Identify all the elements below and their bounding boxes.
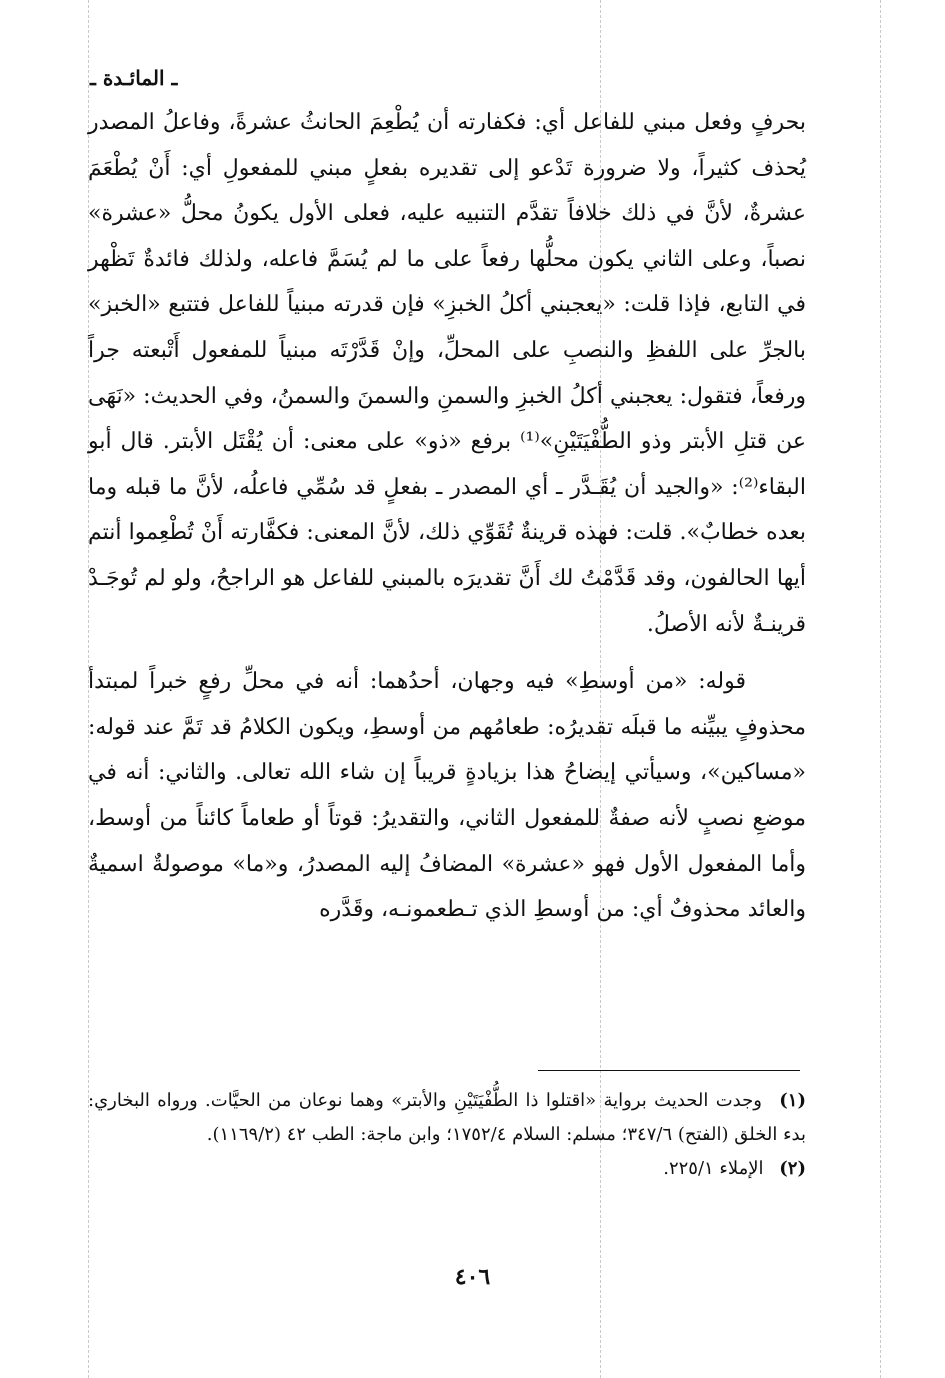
paragraph-2: قوله: «من أوسطِ» فيه وجهان، أحدُهما: أنه في محلِّ رفعٍ خبراً لمبتدأ محذوفٍ يبيِّنه ما قبلَه تقديرُه: طعامُهم من أوسطِ، ويكون الكلامُ قد تَمَّ عند قوله: «مساكين»، وسيأتي إيضاحُ هذا بزيادةٍ قريباً إن شاء الله تعالى. والثاني: أنه في موضعِ نصبٍ لأنه صفةٌ للمفعول الثاني، والتقديرُ: قوتاً أو طعاماً كائناً من أوسط، وأما المفعول الأول فهو «عشرة» المضافُ إليه المصدرُ، و«ما» موصولةٌ اسميةٌ والعائد محذوفٌ أي: من أوسطِ الذي تـطعمونـه، وقَدَّره bbox=[88, 669, 806, 923]
running-header: ـ المائـدة ـ bbox=[90, 66, 178, 90]
main-text bbox=[88, 100, 806, 933]
footnote-separator bbox=[538, 1070, 800, 1071]
footnotes bbox=[88, 1084, 806, 1186]
footnote-number: (١) bbox=[779, 1090, 806, 1111]
page-number: ٤٠٦ bbox=[454, 1264, 491, 1290]
footnote-text: وجدت الحديث برواية «اقتلوا ذا الطُّفْيَتَيْنِ والأبتر» وهما نوعان من الحيَّات. ورواه البخاري: بدء الخلق (الفتح) ٣٤٧/٦؛ مسلم: السلام ١٧٥٢/٤؛ وابن ماجة: الطب ٤٢ (١١٦٩/٢). bbox=[88, 1090, 806, 1145]
margin-guide-right bbox=[880, 0, 881, 1378]
footnote-text: الإملاء ٢٢٥/١. bbox=[663, 1158, 764, 1179]
footnote-number: (٢) bbox=[779, 1158, 806, 1179]
paragraph-1: بحرفٍ وفعل مبني للفاعل أي: فكفارته أن يُطْعِمَ الحانثُ عشرةً، وفاعلُ المصدر يُحذف كثيراً، ولا ضرورة تَدْعو إلى تقديره بفعلٍ مبني للمفعولِ أي: أَنْ يُطْعَمَ عشرةٌ، لأنَّ في ذلك خلافاً تقدَّم التنبيه عليه، فعلى الأول يكونُ محلُّ «عشرة» نصباً، وعلى الثاني يكون محلُّها رفعاً على ما لم يُسَمَّ فاعله، ولذلك فائدةٌ تَظْهر في التابع، فإذا قلت: «يعجبني أكلُ الخبزِ» فإن قدرته مبنياً للفاعل فتتبع «الخبز» بالجرِّ على اللفظِ والنصبِ على المحلِّ، وإنْ قَدَّرْتَه مبنياً للمفعول أَتْبعته جراً ورفعاً، فتقول: يعجبني أكلُ الخبزِ والسمنِ والسمنَ والسمنُ، وفي الحديث: «نَهَى عن قتلِ الأبتر وذو الطُّفْيَتَيْنِ»⁽¹⁾ برفع «ذو» على معنى: أن يُقْتَل الأبتر. قال أبو البقاء⁽²⁾: «والجيد أن يُقَـدَّر ـ أي المصدر ـ بفعلٍ قد سُمِّي فاعلُه، لأنَّ ما قبله وما بعده خطابٌ». قلت: فهذه قرينةٌ تُقَوِّي ذلك، لأنَّ المعنى: فكفَّارته أَنْ تُطْعِموا أنتم أيها الحالفون، وقد قَدَّمْتُ لك أَنَّ تقديرَه بالمبني للفاعل هو الراجحُ، ولو لم تُوجَـدْ قرينـةٌ لأنه الأصلُ. bbox=[88, 110, 806, 637]
footnote-1 bbox=[88, 1084, 806, 1152]
footnote-2 bbox=[88, 1152, 806, 1186]
